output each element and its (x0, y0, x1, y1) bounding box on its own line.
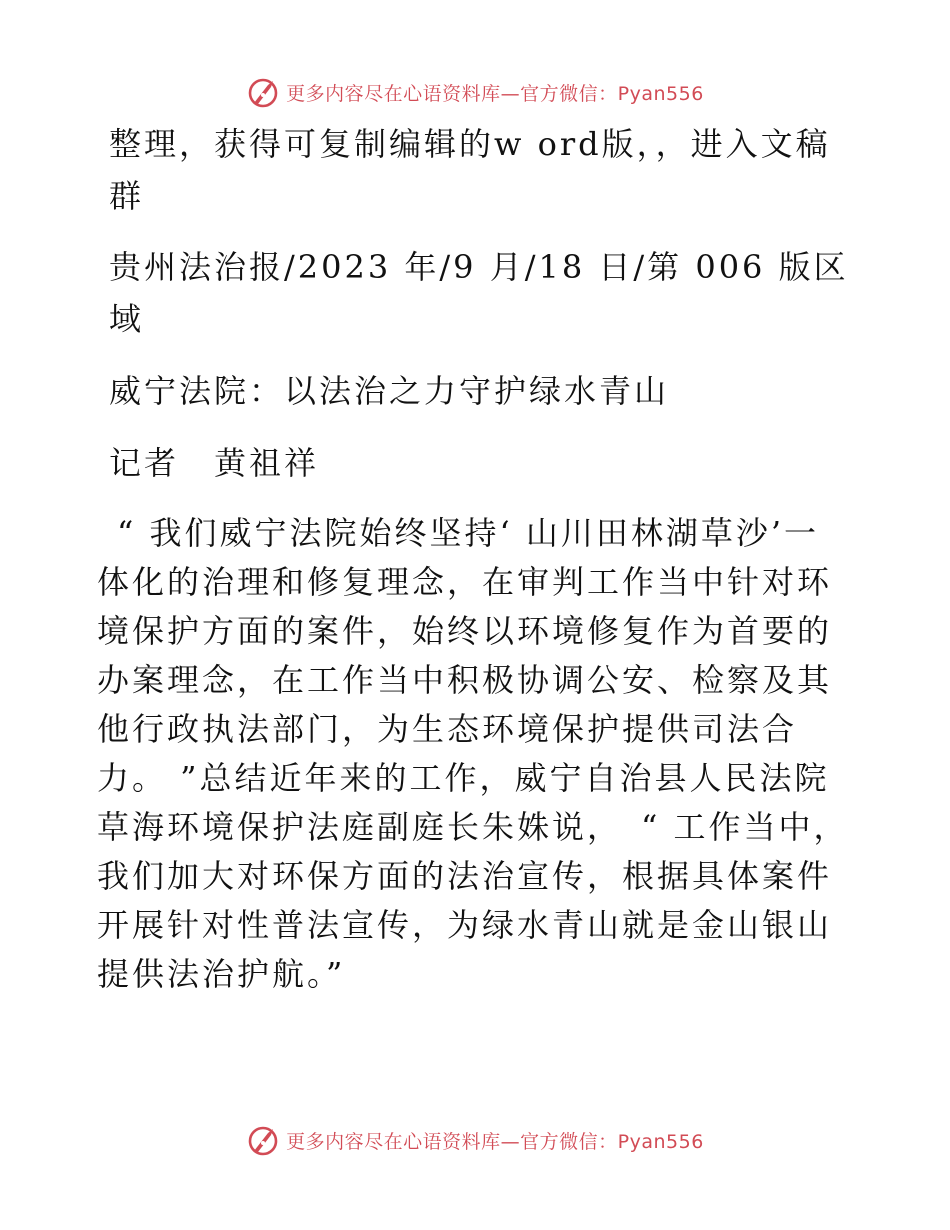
source-line: 贵州法治报/2023 年/9 月/18 日/第 006 版区域 (109, 248, 849, 338)
article-byline: 记者 黄祖祥 (109, 444, 320, 482)
document-body (97, 118, 849, 999)
footer-watermark-banner (0, 1120, 950, 1160)
pen-nib-logo-icon (246, 1123, 280, 1157)
footer-watermark-text: 更多内容尽在心语资料库—官方微信：Pyan556 (286, 1130, 704, 1153)
intro-note: 整理，获得可复制编辑的w ord版，，进入文稿群 (109, 125, 831, 215)
article-body-paragraph: “ 我们威宁法院始终坚持‘ 山川田林湖草沙’一体化的治理和修复理念，在审判工作当中针对环境保护方面的案件，始终以环境修复作为首要的办案理念，在工作当中积极协调公安、检察及其他行政执法部门，为生态环境保护提供司法合力。 ”总结近年来的工作，威宁自治县人民法院草海环境保护法庭副庭长朱姝说， “ 工作当中，我们加大对环保方面的法治宣传，根据具体案件开展针对性普法宣传，为绿水青山就是金山银山提供法治护航。” (97, 514, 849, 993)
article-headline: 威宁法院：以法治之力守护绿水青山 (109, 372, 670, 410)
pen-nib-logo-icon (246, 75, 280, 109)
header-watermark-text: 更多内容尽在心语资料库—官方微信：Pyan556 (286, 82, 704, 105)
header-watermark-banner (0, 72, 950, 112)
